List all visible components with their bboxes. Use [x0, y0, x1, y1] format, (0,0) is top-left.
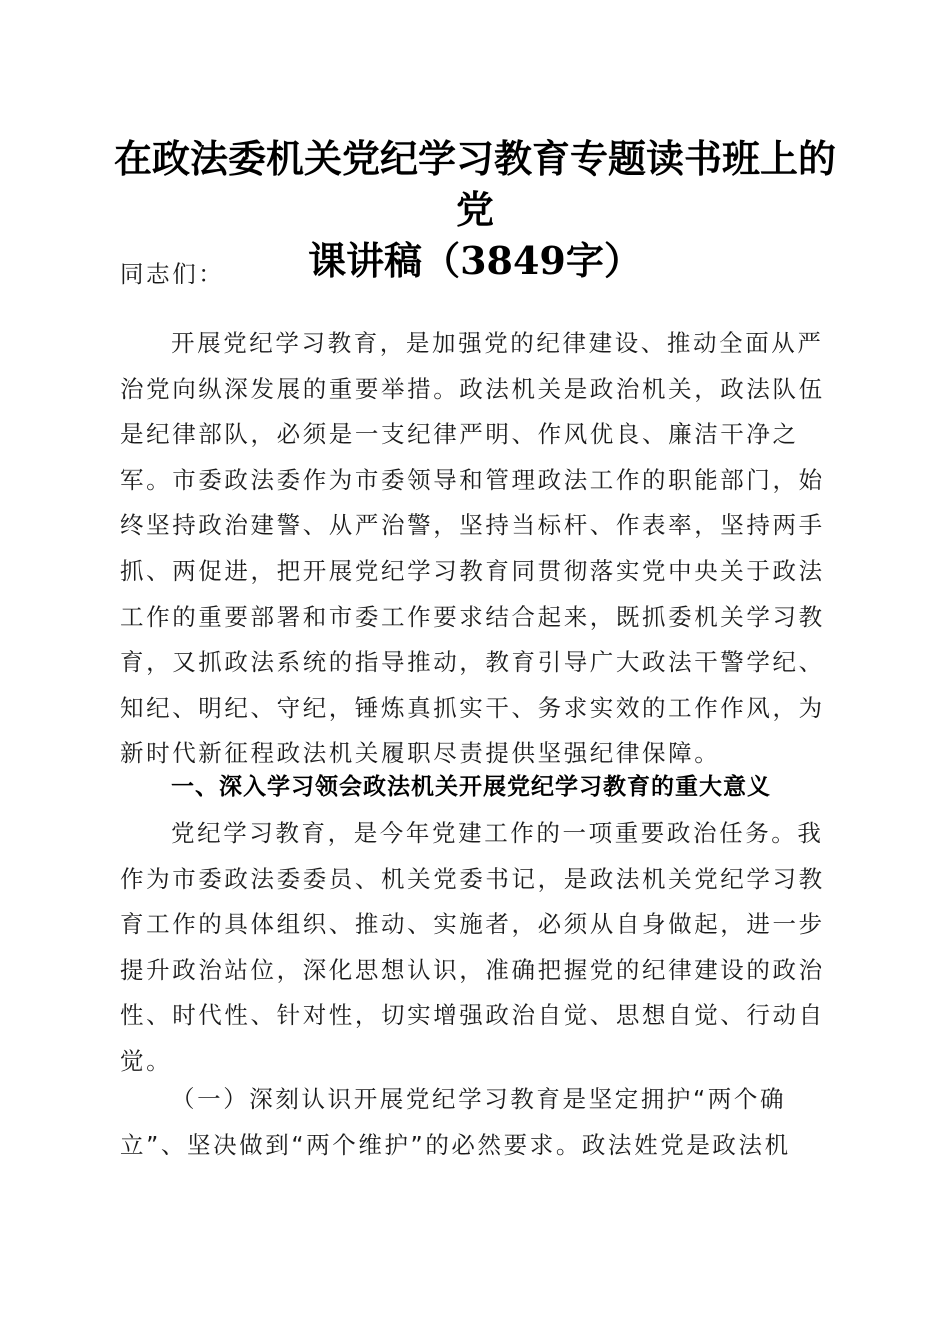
section-heading-1: 一、深入学习领会政法机关开展党纪学习教育的重大意义	[171, 774, 771, 800]
title-line-2: 课讲稿（3849字）	[308, 238, 642, 283]
paragraph-subsection-1: （一）深刻认识开展党纪学习教育是坚定拥护“两个确立”、坚决做到“两个维护”的必然要求。政法姓党是政法机	[120, 1085, 791, 1159]
title-line-1: 在政法委机关党纪学习教育专题读书班上的党	[113, 136, 836, 232]
paragraph-section-1: 党纪学习教育，是今年党建工作的一项重要政治任务。我作为市委政法委委员、机关党委书记，是政法机关党纪学习教育工作的具体组织、推动、实施者，必须从自身做起，进一步提升政治站位，深化思想认识，准确把握党的纪律建设的政治性、时代性、针对性，切实增强政治自觉、思想自觉、行动自觉。	[120, 819, 825, 1075]
paragraph-intro: 开展党纪学习教育，是加强党的纪律建设、推动全面从严治党向纵深发展的重要举措。政法机关是政治机关，政法队伍是纪律部队，必须是一支纪律严明、作风优良、廉洁干净之军。市委政法委作为市委领导和管理政法工作的职能部门，始终坚持政治建警、从严治警，坚持当标杆、作表率，坚持两手抓、两促进，把开展党纪学习教育同贯彻落实党中央关于政法工作的重要部署和市委工作要求结合起来，既抓委机关学习教育，又抓政法系统的指导推动，教育引导广大政法干警学纪、知纪、明纪、守纪，锤炼真抓实干、务求实效的工作作风，为新时代新征程政法机关履职尽责提供坚强纪律保障。	[120, 329, 825, 768]
salutation: 同志们：	[120, 260, 225, 288]
